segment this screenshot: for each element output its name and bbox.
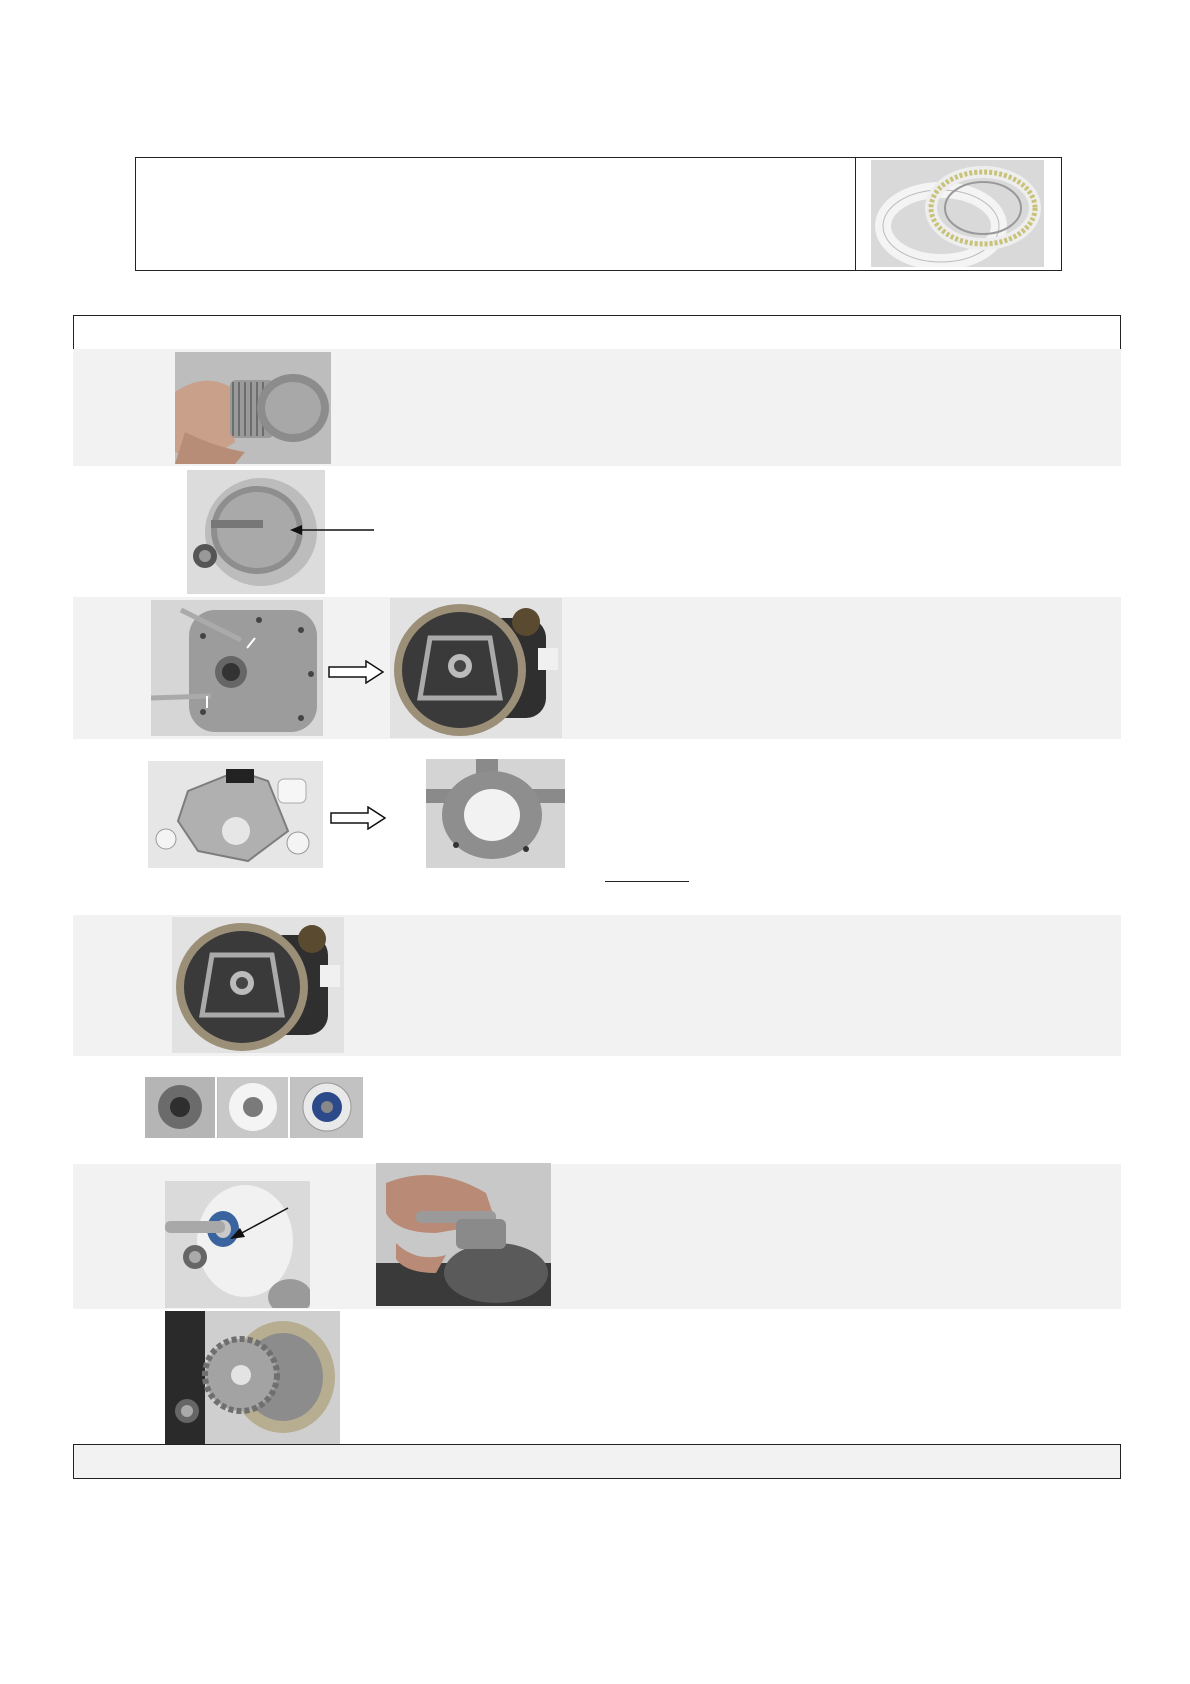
table-header-bar [73, 315, 1121, 350]
header-box-divider [855, 158, 856, 270]
ring-part-photo [426, 759, 565, 868]
pointer-arrow [290, 522, 376, 538]
header-box [135, 157, 1062, 271]
opened-housing-photo [390, 598, 562, 738]
shaft-with-seal-photo [165, 1181, 310, 1308]
underline-mark [605, 881, 689, 882]
bearing-rings-photo [871, 160, 1044, 267]
opened-housing-photo [172, 917, 344, 1053]
table-footer-bar [73, 1444, 1121, 1479]
hand-inserting-shaft-photo [376, 1163, 551, 1306]
pointer-arrow [230, 1206, 290, 1240]
hand-holding-gear-photo [175, 352, 331, 464]
bearing-stages-photo [145, 1077, 363, 1138]
bracket-plate-photo [148, 761, 323, 868]
housing-cover-screws-photo [151, 600, 323, 736]
gear-assembled-photo [165, 1311, 340, 1444]
hollow-arrow [328, 660, 384, 684]
hollow-arrow [330, 806, 386, 830]
